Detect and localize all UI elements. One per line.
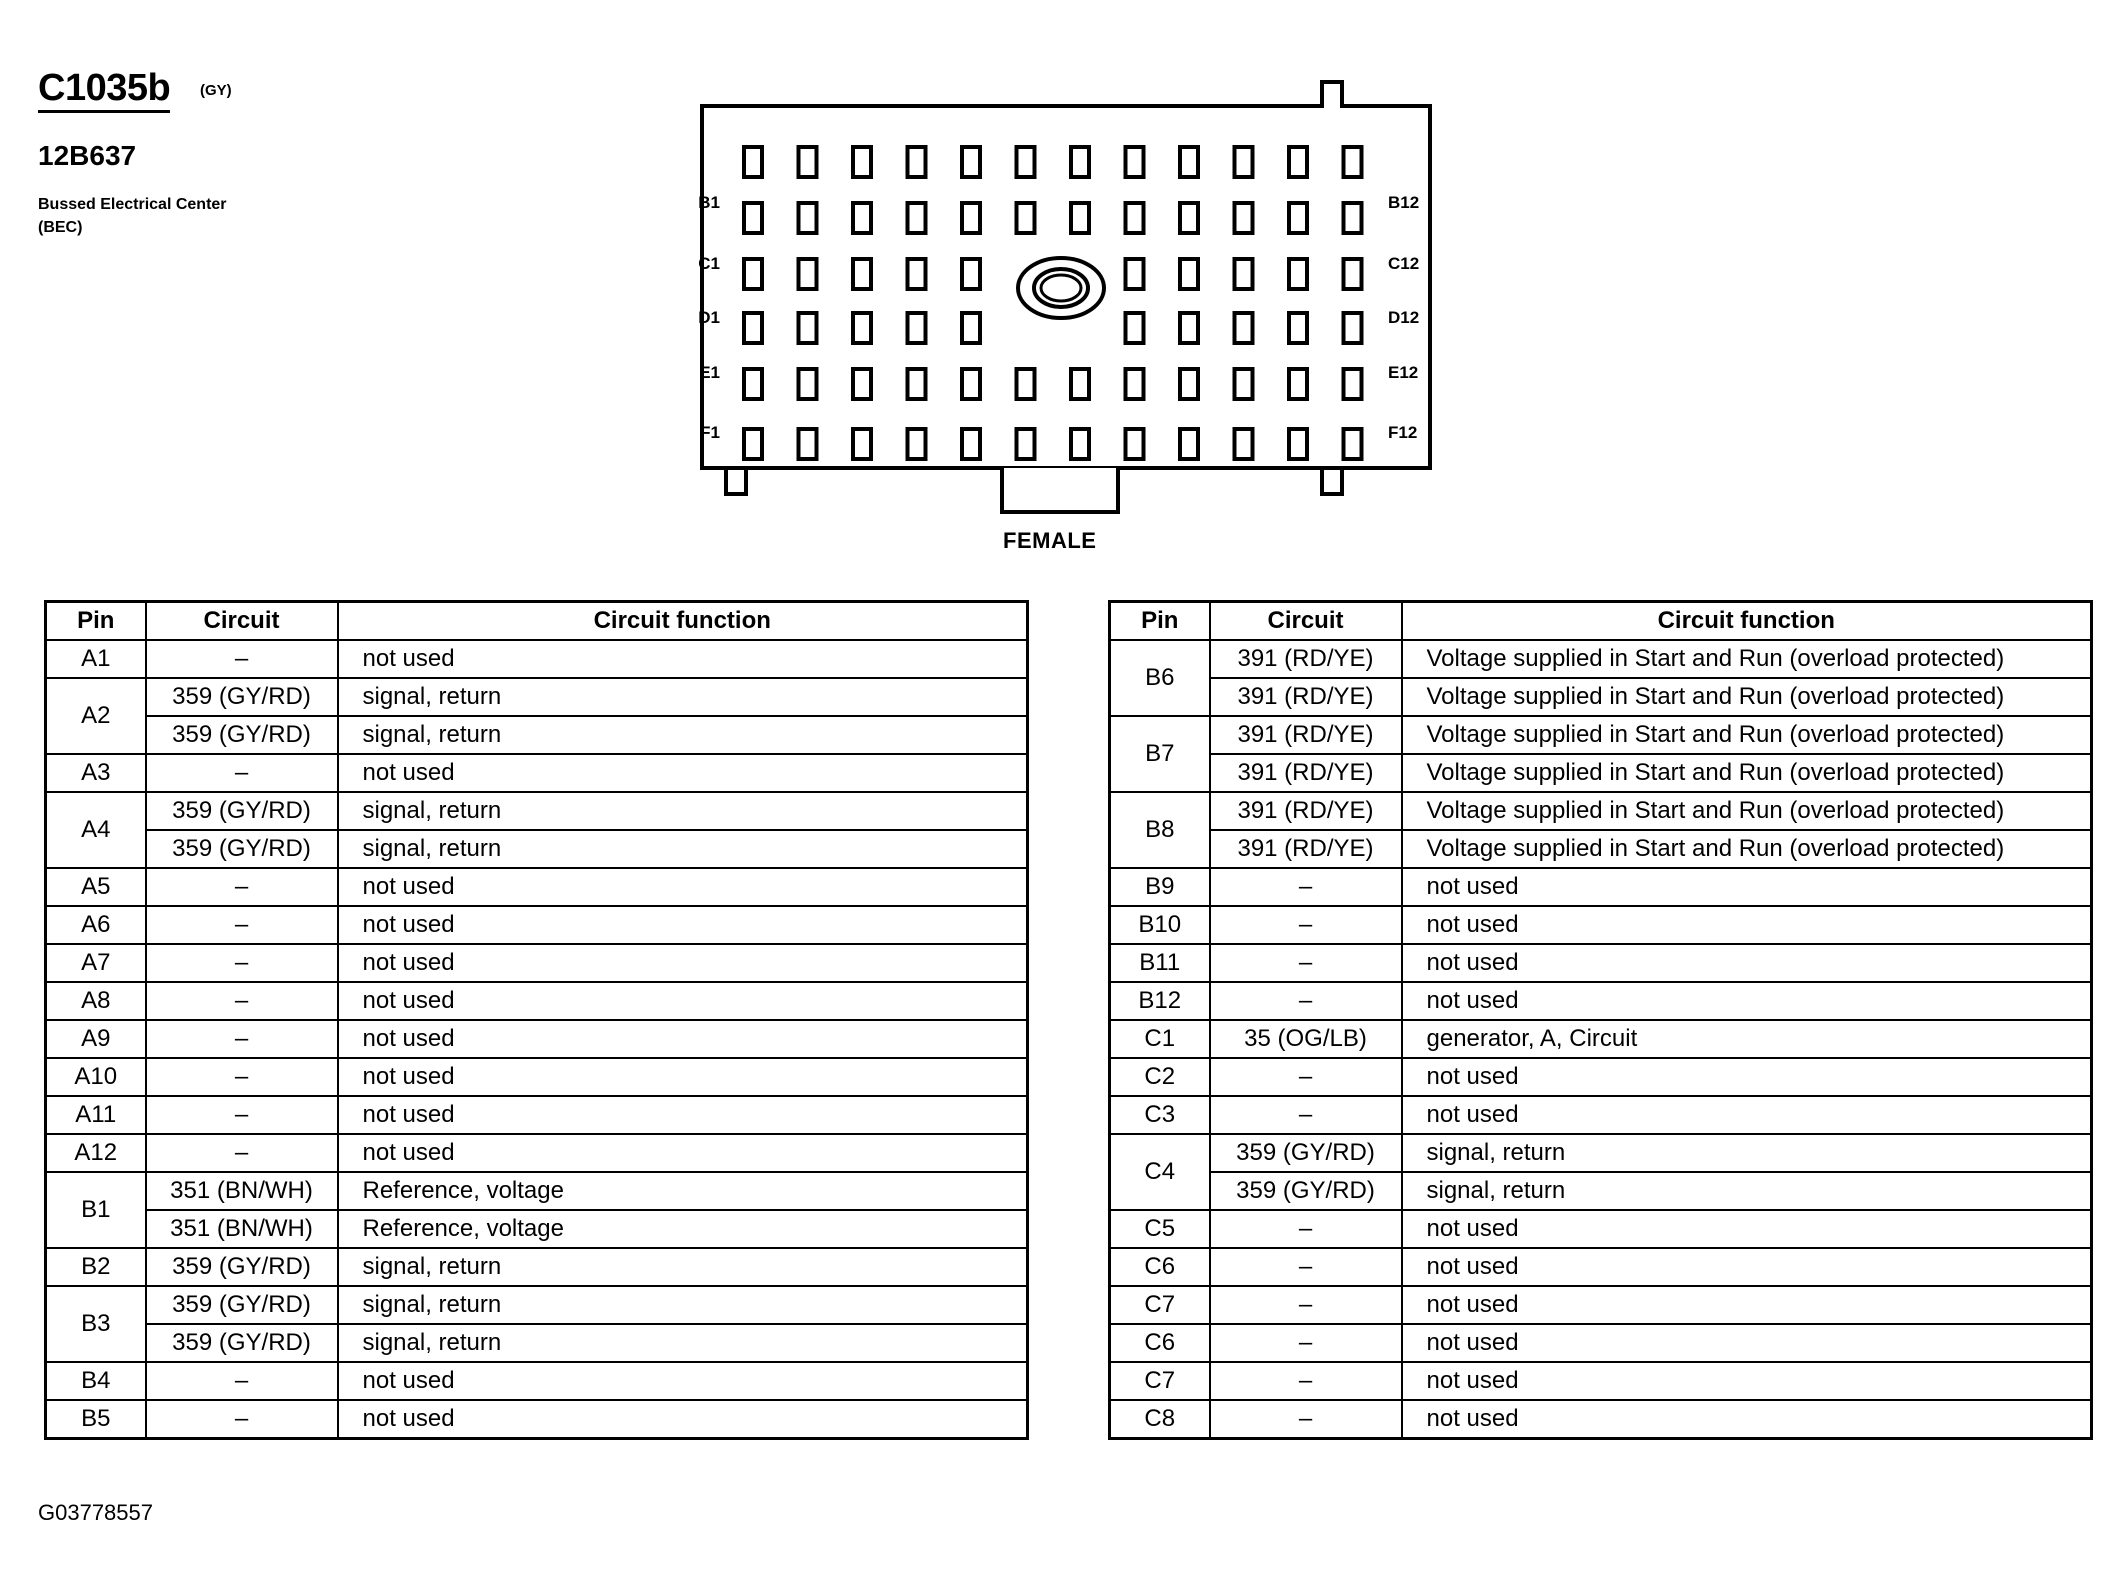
function-cell: signal, return xyxy=(338,716,1028,754)
circuit-cell: – xyxy=(146,640,338,678)
circuit-cell: – xyxy=(146,982,338,1020)
function-cell: not used xyxy=(1402,868,2092,906)
circuit-cell: – xyxy=(146,868,338,906)
pin-cavity-a1 xyxy=(744,147,762,177)
row-label-f12: F12 xyxy=(1388,423,1418,442)
locking-tab-right xyxy=(1322,468,1342,494)
pin-cavity-d2 xyxy=(799,313,817,343)
pin-cavity-d4 xyxy=(908,313,926,343)
pin-cavity-e8 xyxy=(1126,369,1144,399)
pin-cell: C6 xyxy=(1110,1248,1210,1286)
header-circuit: Circuit xyxy=(146,602,338,641)
figure-id: G03778557 xyxy=(38,1500,153,1525)
pin-cavity-e9 xyxy=(1180,369,1198,399)
circuit-cell: 391 (RD/YE) xyxy=(1210,716,1402,754)
table-row xyxy=(46,830,1028,868)
gender-label: FEMALE xyxy=(1003,528,1097,553)
function-cell: signal, return xyxy=(338,1286,1028,1324)
table-row xyxy=(46,1286,1028,1324)
pin-cavity-d5 xyxy=(962,313,980,343)
pin-cell: B6 xyxy=(1110,640,1210,716)
circuit-cell: 391 (RD/YE) xyxy=(1210,754,1402,792)
pin-cell: B10 xyxy=(1110,906,1210,944)
function-cell: signal, return xyxy=(338,1324,1028,1362)
pin-cavity-c11 xyxy=(1289,259,1307,289)
function-cell: Reference, voltage xyxy=(338,1172,1028,1210)
pin-cavity-c8 xyxy=(1126,259,1144,289)
circuit-cell: – xyxy=(1210,868,1402,906)
table-row xyxy=(1110,1210,2092,1248)
pin-cavity-d8 xyxy=(1126,313,1144,343)
pin-cavity-d1 xyxy=(744,313,762,343)
function-cell: signal, return xyxy=(338,678,1028,716)
pin-cavity-b6 xyxy=(1017,203,1035,233)
pin-cavity-a7 xyxy=(1071,147,1089,177)
connector-id: C1035b xyxy=(38,66,170,113)
center-bolt-icon xyxy=(1018,258,1104,318)
row-label-e1: E1 xyxy=(699,363,720,382)
function-cell: not used xyxy=(1402,1096,2092,1134)
circuit-cell: 359 (GY/RD) xyxy=(146,1324,338,1362)
pin-cell: C8 xyxy=(1110,1400,1210,1439)
pin-cell: B1 xyxy=(46,1172,146,1248)
table-row xyxy=(1110,640,2092,678)
circuit-cell: – xyxy=(1210,1058,1402,1096)
table-row xyxy=(1110,1096,2092,1134)
function-cell: not used xyxy=(1402,1248,2092,1286)
table-row xyxy=(1110,1134,2092,1172)
row-label-d12: D12 xyxy=(1388,308,1420,327)
table-row xyxy=(46,982,1028,1020)
pin-table-left-body xyxy=(46,640,1028,1439)
table-row xyxy=(46,792,1028,830)
row-label-c12: C12 xyxy=(1388,254,1420,273)
header-function: Circuit function xyxy=(338,602,1028,641)
pin-cavity-e11 xyxy=(1289,369,1307,399)
function-cell: not used xyxy=(1402,1286,2092,1324)
circuit-cell: 391 (RD/YE) xyxy=(1210,792,1402,830)
circuit-cell: 35 (OG/LB) xyxy=(1210,1020,1402,1058)
connector-color: (GY) xyxy=(200,82,232,99)
circuit-cell: – xyxy=(1210,1210,1402,1248)
circuit-cell: – xyxy=(1210,944,1402,982)
pin-cavity-c12 xyxy=(1344,259,1362,289)
row-label-e12: E12 xyxy=(1388,363,1419,382)
circuit-cell: 359 (GY/RD) xyxy=(146,1286,338,1324)
function-cell: not used xyxy=(338,1020,1028,1058)
pin-cell: C1 xyxy=(1110,1020,1210,1058)
pin-cell: C3 xyxy=(1110,1096,1210,1134)
pin-cavity-f4 xyxy=(908,429,926,459)
pin-cavity-a10 xyxy=(1235,147,1253,177)
component-name: Bussed Electrical Center (BEC) xyxy=(38,196,227,236)
table-row xyxy=(46,716,1028,754)
table-row xyxy=(46,754,1028,792)
circuit-cell: 391 (RD/YE) xyxy=(1210,830,1402,868)
circuit-cell: – xyxy=(1210,982,1402,1020)
pin-cavity-f5 xyxy=(962,429,980,459)
pin-cell: B5 xyxy=(46,1400,146,1439)
latch-housing xyxy=(1002,468,1118,512)
circuit-cell: – xyxy=(1210,1400,1402,1439)
pin-table-right-body xyxy=(1110,640,2092,1439)
pin-cell: A5 xyxy=(46,868,146,906)
function-cell: signal, return xyxy=(338,1248,1028,1286)
circuit-cell: – xyxy=(146,906,338,944)
function-cell: not used xyxy=(1402,906,2092,944)
circuit-cell: – xyxy=(1210,1362,1402,1400)
circuit-cell: – xyxy=(146,1362,338,1400)
pin-cavity-a6 xyxy=(1017,147,1035,177)
function-cell: not used xyxy=(338,1400,1028,1439)
pin-cavity-f9 xyxy=(1180,429,1198,459)
table-row xyxy=(46,678,1028,716)
function-cell: not used xyxy=(1402,982,2092,1020)
pin-cell: B4 xyxy=(46,1362,146,1400)
pin-cavity-b4 xyxy=(908,203,926,233)
circuit-cell: 359 (GY/RD) xyxy=(1210,1134,1402,1172)
function-cell: Voltage supplied in Start and Run (overload protected) xyxy=(1402,754,2092,792)
circuit-cell: – xyxy=(1210,906,1402,944)
pin-cavity-a3 xyxy=(853,147,871,177)
circuit-cell: – xyxy=(146,944,338,982)
pin-cavity-b9 xyxy=(1180,203,1198,233)
pin-cavity-b11 xyxy=(1289,203,1307,233)
table-row xyxy=(46,1362,1028,1400)
table-row xyxy=(46,1134,1028,1172)
row-label-c1: C1 xyxy=(698,254,720,273)
function-cell: not used xyxy=(1402,1400,2092,1439)
table-row xyxy=(46,1058,1028,1096)
function-cell: not used xyxy=(1402,1058,2092,1096)
pin-table-left xyxy=(44,600,1029,1440)
function-cell: Voltage supplied in Start and Run (overload protected) xyxy=(1402,716,2092,754)
function-cell: Voltage supplied in Start and Run (overload protected) xyxy=(1402,678,2092,716)
pin-cavity-e1 xyxy=(744,369,762,399)
circuit-cell: 391 (RD/YE) xyxy=(1210,640,1402,678)
circuit-cell: – xyxy=(146,1400,338,1439)
pin-cavity-b10 xyxy=(1235,203,1253,233)
function-cell: Reference, voltage xyxy=(338,1210,1028,1248)
pin-cavity-b12 xyxy=(1344,203,1362,233)
table-row xyxy=(46,1210,1028,1248)
table-row xyxy=(1110,1172,2092,1210)
function-cell: not used xyxy=(1402,1362,2092,1400)
function-cell: not used xyxy=(338,1096,1028,1134)
locking-tab-left xyxy=(726,468,746,494)
pin-cavity-e6 xyxy=(1017,369,1035,399)
pin-cavity-f1 xyxy=(744,429,762,459)
circuit-cell: – xyxy=(1210,1324,1402,1362)
pin-cavity-a2 xyxy=(799,147,817,177)
table-row xyxy=(1110,1324,2092,1362)
pin-cavity-c4 xyxy=(908,259,926,289)
pin-cell: B8 xyxy=(1110,792,1210,868)
table-row xyxy=(46,944,1028,982)
table-row xyxy=(1110,830,2092,868)
pin-cell: B2 xyxy=(46,1248,146,1286)
pin-cell: A6 xyxy=(46,906,146,944)
function-cell: not used xyxy=(338,982,1028,1020)
function-cell: generator, A, Circuit xyxy=(1402,1020,2092,1058)
pin-cell: A4 xyxy=(46,792,146,868)
pin-cavity-a12 xyxy=(1344,147,1362,177)
pin-cavity-e4 xyxy=(908,369,926,399)
function-cell: Voltage supplied in Start and Run (overload protected) xyxy=(1402,830,2092,868)
pin-cavity-f6 xyxy=(1017,429,1035,459)
table-row xyxy=(46,1020,1028,1058)
table-row xyxy=(1110,754,2092,792)
table-row xyxy=(1110,792,2092,830)
circuit-cell: 359 (GY/RD) xyxy=(1210,1172,1402,1210)
pin-cavity-f11 xyxy=(1289,429,1307,459)
table-row xyxy=(46,640,1028,678)
function-cell: not used xyxy=(338,1362,1028,1400)
pin-cavity-e7 xyxy=(1071,369,1089,399)
pin-cavity-c2 xyxy=(799,259,817,289)
table-row xyxy=(46,1172,1028,1210)
circuit-cell: – xyxy=(146,1134,338,1172)
circuit-cell: – xyxy=(146,1020,338,1058)
pin-cell: A3 xyxy=(46,754,146,792)
pin-cavity-e5 xyxy=(962,369,980,399)
table-row xyxy=(1110,678,2092,716)
row-label-f1: F1 xyxy=(700,423,720,442)
circuit-cell: – xyxy=(146,1096,338,1134)
table-row xyxy=(1110,1286,2092,1324)
pin-cavity-a4 xyxy=(908,147,926,177)
function-cell: signal, return xyxy=(338,830,1028,868)
function-cell: not used xyxy=(338,1058,1028,1096)
function-cell: not used xyxy=(338,868,1028,906)
function-cell: signal, return xyxy=(1402,1172,2092,1210)
function-cell: Voltage supplied in Start and Run (overload protected) xyxy=(1402,792,2092,830)
pin-cavity-a9 xyxy=(1180,147,1198,177)
pin-cell: A8 xyxy=(46,982,146,1020)
circuit-cell: 359 (GY/RD) xyxy=(146,678,338,716)
pin-cavity-c9 xyxy=(1180,259,1198,289)
pin-cavity-a5 xyxy=(962,147,980,177)
table-row xyxy=(46,1248,1028,1286)
circuit-cell: 351 (BN/WH) xyxy=(146,1172,338,1210)
table-row xyxy=(1110,716,2092,754)
pin-cavity-f10 xyxy=(1235,429,1253,459)
table-row xyxy=(46,1400,1028,1439)
row-label-b12: B12 xyxy=(1388,193,1420,212)
table-row xyxy=(1110,982,2092,1020)
function-cell: not used xyxy=(1402,1324,2092,1362)
table-row xyxy=(1110,1400,2092,1439)
pin-cavity-a11 xyxy=(1289,147,1307,177)
pin-cell: A10 xyxy=(46,1058,146,1096)
pin-cavity-a8 xyxy=(1126,147,1144,177)
function-cell: Voltage supplied in Start and Run (overload protected) xyxy=(1402,640,2092,678)
table-row xyxy=(1110,1248,2092,1286)
pin-cell: A1 xyxy=(46,640,146,678)
table-row xyxy=(1110,1058,2092,1096)
row-label-d1: D1 xyxy=(698,308,720,327)
pin-cavity-e3 xyxy=(853,369,871,399)
pin-cell: C7 xyxy=(1110,1362,1210,1400)
circuit-cell: 351 (BN/WH) xyxy=(146,1210,338,1248)
pin-cavity-c1 xyxy=(744,259,762,289)
pin-cavity-d10 xyxy=(1235,313,1253,343)
pin-cavity-b1 xyxy=(744,203,762,233)
circuit-cell: 359 (GY/RD) xyxy=(146,1248,338,1286)
circuit-cell: 391 (RD/YE) xyxy=(1210,678,1402,716)
connector-diagram xyxy=(690,70,1450,520)
pin-cell: A9 xyxy=(46,1020,146,1058)
pin-cavity-d3 xyxy=(853,313,871,343)
table-row xyxy=(46,868,1028,906)
pin-cavity-b7 xyxy=(1071,203,1089,233)
pin-cavity-c10 xyxy=(1235,259,1253,289)
pin-cavity-d12 xyxy=(1344,313,1362,343)
pin-cell: C2 xyxy=(1110,1058,1210,1096)
pin-cell: C4 xyxy=(1110,1134,1210,1210)
function-cell: not used xyxy=(338,944,1028,982)
pin-cell: B9 xyxy=(1110,868,1210,906)
pin-cavity-f8 xyxy=(1126,429,1144,459)
circuit-cell: – xyxy=(1210,1248,1402,1286)
table-row xyxy=(1110,1020,2092,1058)
header-pin: Pin xyxy=(1110,602,1210,641)
table-row xyxy=(1110,868,2092,906)
pin-cell: B12 xyxy=(1110,982,1210,1020)
pin-cavity-f7 xyxy=(1071,429,1089,459)
function-cell: not used xyxy=(1402,944,2092,982)
table-row xyxy=(1110,944,2092,982)
function-cell: not used xyxy=(338,640,1028,678)
header-function: Circuit function xyxy=(1402,602,2092,641)
table-header-row xyxy=(46,602,1028,641)
pin-cell: B7 xyxy=(1110,716,1210,792)
pin-cavity-f2 xyxy=(799,429,817,459)
circuit-cell: – xyxy=(1210,1286,1402,1324)
table-row xyxy=(46,906,1028,944)
pin-table-right xyxy=(1108,600,2093,1440)
pin-cavity-b8 xyxy=(1126,203,1144,233)
circuit-cell: 359 (GY/RD) xyxy=(146,716,338,754)
pin-cavity-e10 xyxy=(1235,369,1253,399)
circuit-cell: 359 (GY/RD) xyxy=(146,830,338,868)
header-pin: Pin xyxy=(46,602,146,641)
function-cell: signal, return xyxy=(1402,1134,2092,1172)
pin-cavity-b2 xyxy=(799,203,817,233)
pin-cell: A11 xyxy=(46,1096,146,1134)
pin-cell: B3 xyxy=(46,1286,146,1362)
part-number: 12B637 xyxy=(38,140,137,171)
table-row xyxy=(46,1096,1028,1134)
pin-cell: A2 xyxy=(46,678,146,754)
function-cell: signal, return xyxy=(338,792,1028,830)
pin-cavity-f3 xyxy=(853,429,871,459)
pin-cavity-b5 xyxy=(962,203,980,233)
circuit-cell: 359 (GY/RD) xyxy=(146,792,338,830)
pin-cell: A12 xyxy=(46,1134,146,1172)
pin-cavity-d9 xyxy=(1180,313,1198,343)
pin-cavity-b3 xyxy=(853,203,871,233)
pin-cavity-e2 xyxy=(799,369,817,399)
row-label-b1: B1 xyxy=(698,193,720,212)
table-row xyxy=(1110,1362,2092,1400)
pin-cavity-c3 xyxy=(853,259,871,289)
pin-cell: C5 xyxy=(1110,1210,1210,1248)
function-cell: not used xyxy=(338,1134,1028,1172)
pin-cell: C7 xyxy=(1110,1286,1210,1324)
header-circuit: Circuit xyxy=(1210,602,1402,641)
pin-cavity-e12 xyxy=(1344,369,1362,399)
pin-cavity-f12 xyxy=(1344,429,1362,459)
circuit-cell: – xyxy=(146,754,338,792)
table-row xyxy=(1110,906,2092,944)
pin-cavity-d11 xyxy=(1289,313,1307,343)
pin-cell: B11 xyxy=(1110,944,1210,982)
function-cell: not used xyxy=(338,754,1028,792)
table-header-row xyxy=(1110,602,2092,641)
pin-cell: C6 xyxy=(1110,1324,1210,1362)
circuit-cell: – xyxy=(146,1058,338,1096)
function-cell: not used xyxy=(338,906,1028,944)
circuit-cell: – xyxy=(1210,1096,1402,1134)
function-cell: not used xyxy=(1402,1210,2092,1248)
pin-cavity-c5 xyxy=(962,259,980,289)
pin-cell: A7 xyxy=(46,944,146,982)
table-row xyxy=(46,1324,1028,1362)
